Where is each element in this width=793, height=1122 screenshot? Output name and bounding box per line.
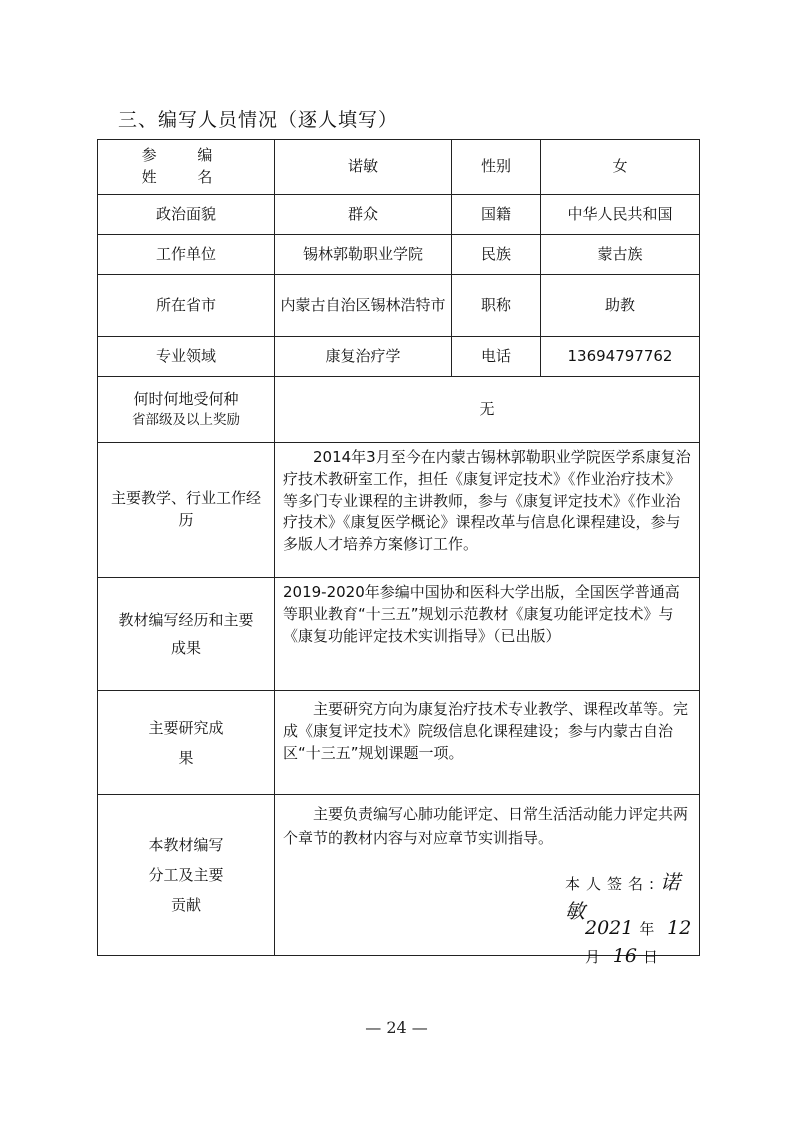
phone-value: 13694797762 — [541, 337, 700, 377]
awards-label-line1: 何时何地受何种 — [133, 389, 239, 408]
ethnicity-label: 民族 — [452, 235, 541, 275]
date-year: 2021 — [585, 917, 634, 939]
textbook-value: 2019-2020年参编中国协和医科大学出版，全国医学普通高等职业教育“十三五”规划示范教材《康复功能评定技术》与《康复功能评定技术实训指导》（已出版） — [275, 578, 700, 691]
gender-label: 性别 — [452, 140, 541, 195]
field-value: 康复治疗学 — [275, 337, 452, 377]
page-number: — 24 — — [365, 1018, 428, 1037]
name-label-cell — [98, 140, 275, 195]
signature-date — [585, 915, 699, 970]
date-month: 12 — [667, 917, 692, 939]
date-year-unit: 年 — [639, 920, 655, 938]
row-field — [98, 337, 700, 377]
field-label: 专业领域 — [98, 337, 275, 377]
work-unit-value: 锡林郭勒职业学院 — [275, 235, 452, 275]
ethnicity-value: 蒙古族 — [541, 235, 700, 275]
row-work-unit — [98, 235, 700, 275]
research-value: 主要研究方向为康复治疗技术专业教学、课程改革等。完成《康复评定技术》院级信息化课程建设；参与内蒙古自治区“十三五”规划课题一项。 — [275, 691, 700, 795]
row-research — [98, 691, 700, 795]
row-textbook — [98, 578, 700, 691]
experience-label: 主要教学、行业工作经历 — [98, 443, 275, 578]
date-day: 16 — [612, 944, 637, 967]
name-value: 诺敏 — [275, 140, 452, 195]
gender-value: 女 — [541, 140, 700, 195]
personnel-info-table — [97, 139, 700, 967]
contribution-value: 主要负责编写心肺功能评定、日常生活活动能力评定共两个章节的教材内容与对应章节实训指导。 — [283, 805, 689, 847]
signature-label: 本人签名: — [565, 875, 661, 893]
row-experience — [98, 443, 700, 578]
section-title: 三、编写人员情况（逐人填写） — [118, 109, 399, 131]
row-awards — [98, 377, 700, 443]
row-name — [98, 140, 700, 195]
awards-label-line2: 省部级及以上奖励 — [132, 411, 240, 428]
name-label-line2: 姓 名 — [141, 168, 231, 186]
row-contribution — [98, 795, 700, 956]
date-month-unit: 月 — [585, 947, 601, 966]
phone-label: 电话 — [452, 337, 541, 377]
handwritten-signature: 诺敏 — [565, 870, 682, 923]
date-day-unit: 日 — [642, 947, 658, 966]
contribution-cell — [275, 795, 700, 967]
row-political — [98, 195, 700, 235]
province-value: 内蒙古自治区锡林浩特市 — [275, 275, 452, 337]
political-label: 政治面貌 — [98, 195, 275, 235]
name-label-line1: 参 编 — [141, 146, 231, 165]
awards-value: 无 — [275, 377, 700, 443]
political-value: 群众 — [275, 195, 452, 235]
work-unit-label: 工作单位 — [98, 235, 275, 275]
contribution-label: 本教材编写分工及主要贡献 — [98, 795, 275, 956]
title-value: 助教 — [541, 275, 700, 337]
research-label: 主要研究成果 — [98, 691, 275, 795]
title-label: 职称 — [452, 275, 541, 337]
nationality-value: 中华人民共和国 — [541, 195, 700, 235]
province-label: 所在省市 — [98, 275, 275, 337]
awards-label-cell — [98, 377, 275, 443]
experience-value: 2014年3月至今在内蒙古锡林郭勒职业学院医学系康复治疗技术教研室工作，担任《康复评定技术》《作业治疗技术》等多门专业课程的主讲教师，参与《康复评定技术》《作业治疗技术》《康复医学概论》课程改革与信息化课程建设，参与多版人才培养方案修订工作。 — [275, 443, 700, 578]
textbook-label: 教材编写经历和主要成果 — [98, 578, 275, 691]
row-province — [98, 275, 700, 337]
nationality-label: 国籍 — [452, 195, 541, 235]
